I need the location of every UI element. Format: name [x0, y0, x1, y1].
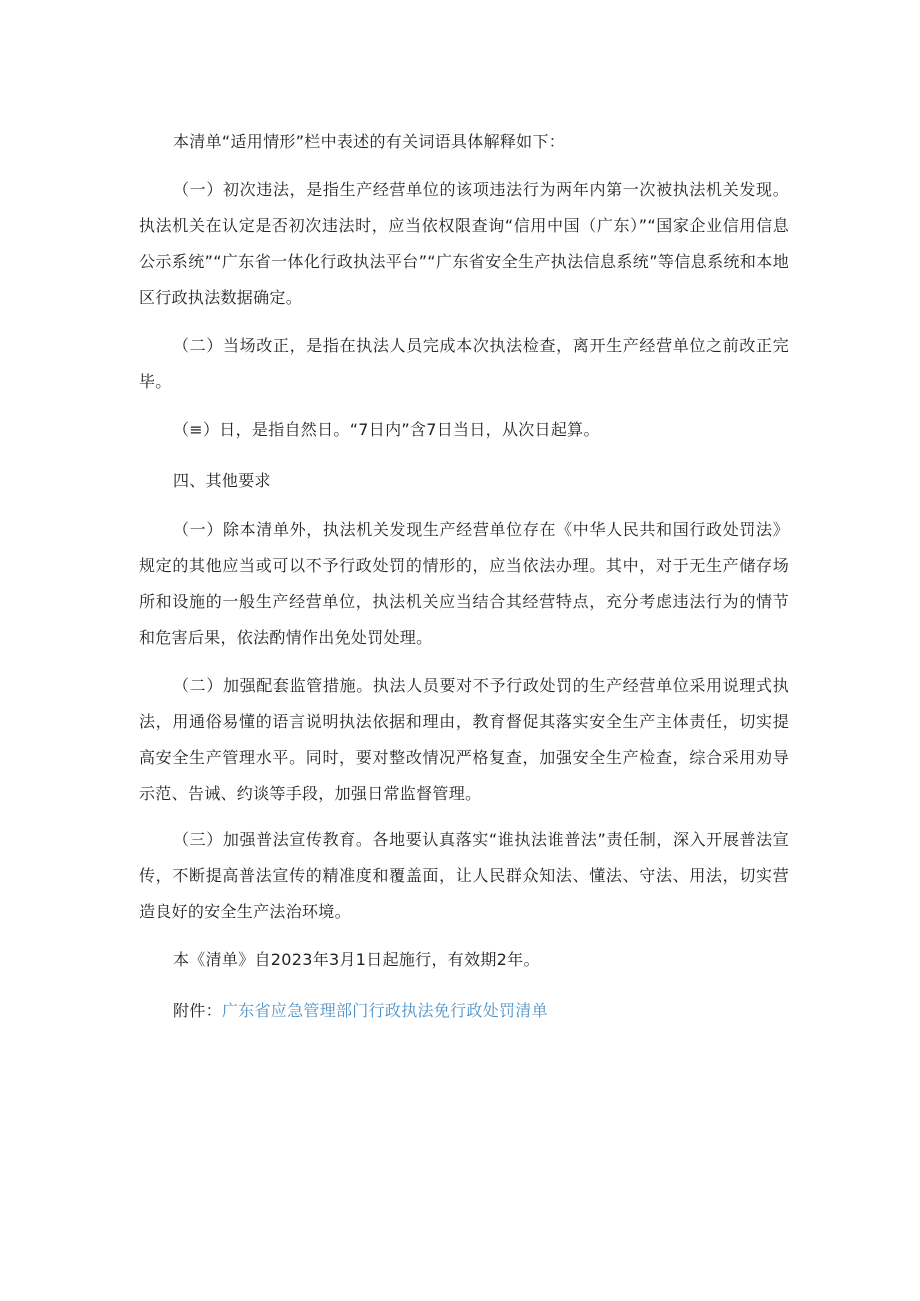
- intro-paragraph: 本清单“适用情形”栏中表述的有关词语具体解释如下：: [173, 132, 566, 151]
- section-heading-other-requirements: 四、其他要求: [173, 471, 271, 490]
- effective-date-statement: 本《清单》自2023年3月1日起施行，有效期2年。: [173, 950, 540, 969]
- attachment-label: 附件：: [173, 1001, 222, 1020]
- definition-first-offense: （一）初次违法，是指生产经营单位的该项违法行为两年内第一次被执法机关发现。执法机关在认定是否初次违法时，应当依权限查询“信用中国（广东）”“国家企业信用信息公示系统”“广东省一体化行政执法平台”“广东省安全生产执法信息系统”等信息系统和本地区行政执法数据确定。: [139, 180, 789, 307]
- requirement-two: （二）加强配套监管措施。执法人员要对不予行政处罚的生产经营单位采用说理式执法，用通俗易懂的语言说明执法依据和理由，教育督促其落实安全生产主体责任，切实提高安全生产管理水平。同时，要对整改情况严格复查，加强安全生产检查，综合采用劝导示范、告诫、约谈等手段，加强日常监督管理。: [139, 676, 789, 803]
- requirement-one: （一）除本清单外，执法机关发现生产经营单位存在《中华人民共和国行政处罚法》规定的其他应当或可以不予行政处罚的情形的，应当依法办理。其中，对于无生产储存场所和设施的一般生产经营单位，执法机关应当结合其经营特点，充分考虑违法行为的情节和危害后果，依法酌情作出免处罚处理。: [139, 520, 789, 647]
- attachment-line: [139, 993, 789, 1029]
- attachment-link[interactable]: 广东省应急管理部门行政执法免行政处罚清单: [221, 1001, 548, 1020]
- definition-day: （≡）日，是指自然日。“7日内”含7日当日，从次日起算。: [173, 420, 600, 439]
- definition-on-site-correction: （二）当场改正，是指在执法人员完成本次执法检查，离开生产经营单位之前改正完毕。: [139, 336, 789, 391]
- requirement-three: （三）加强普法宣传教育。各地要认真落实“谁执法谁普法”责任制，深入开展普法宣传，不断提高普法宣传的精准度和覆盖面，让人民群众知法、懂法、守法、用法，切实营造良好的安全生产法治环境。: [139, 830, 789, 921]
